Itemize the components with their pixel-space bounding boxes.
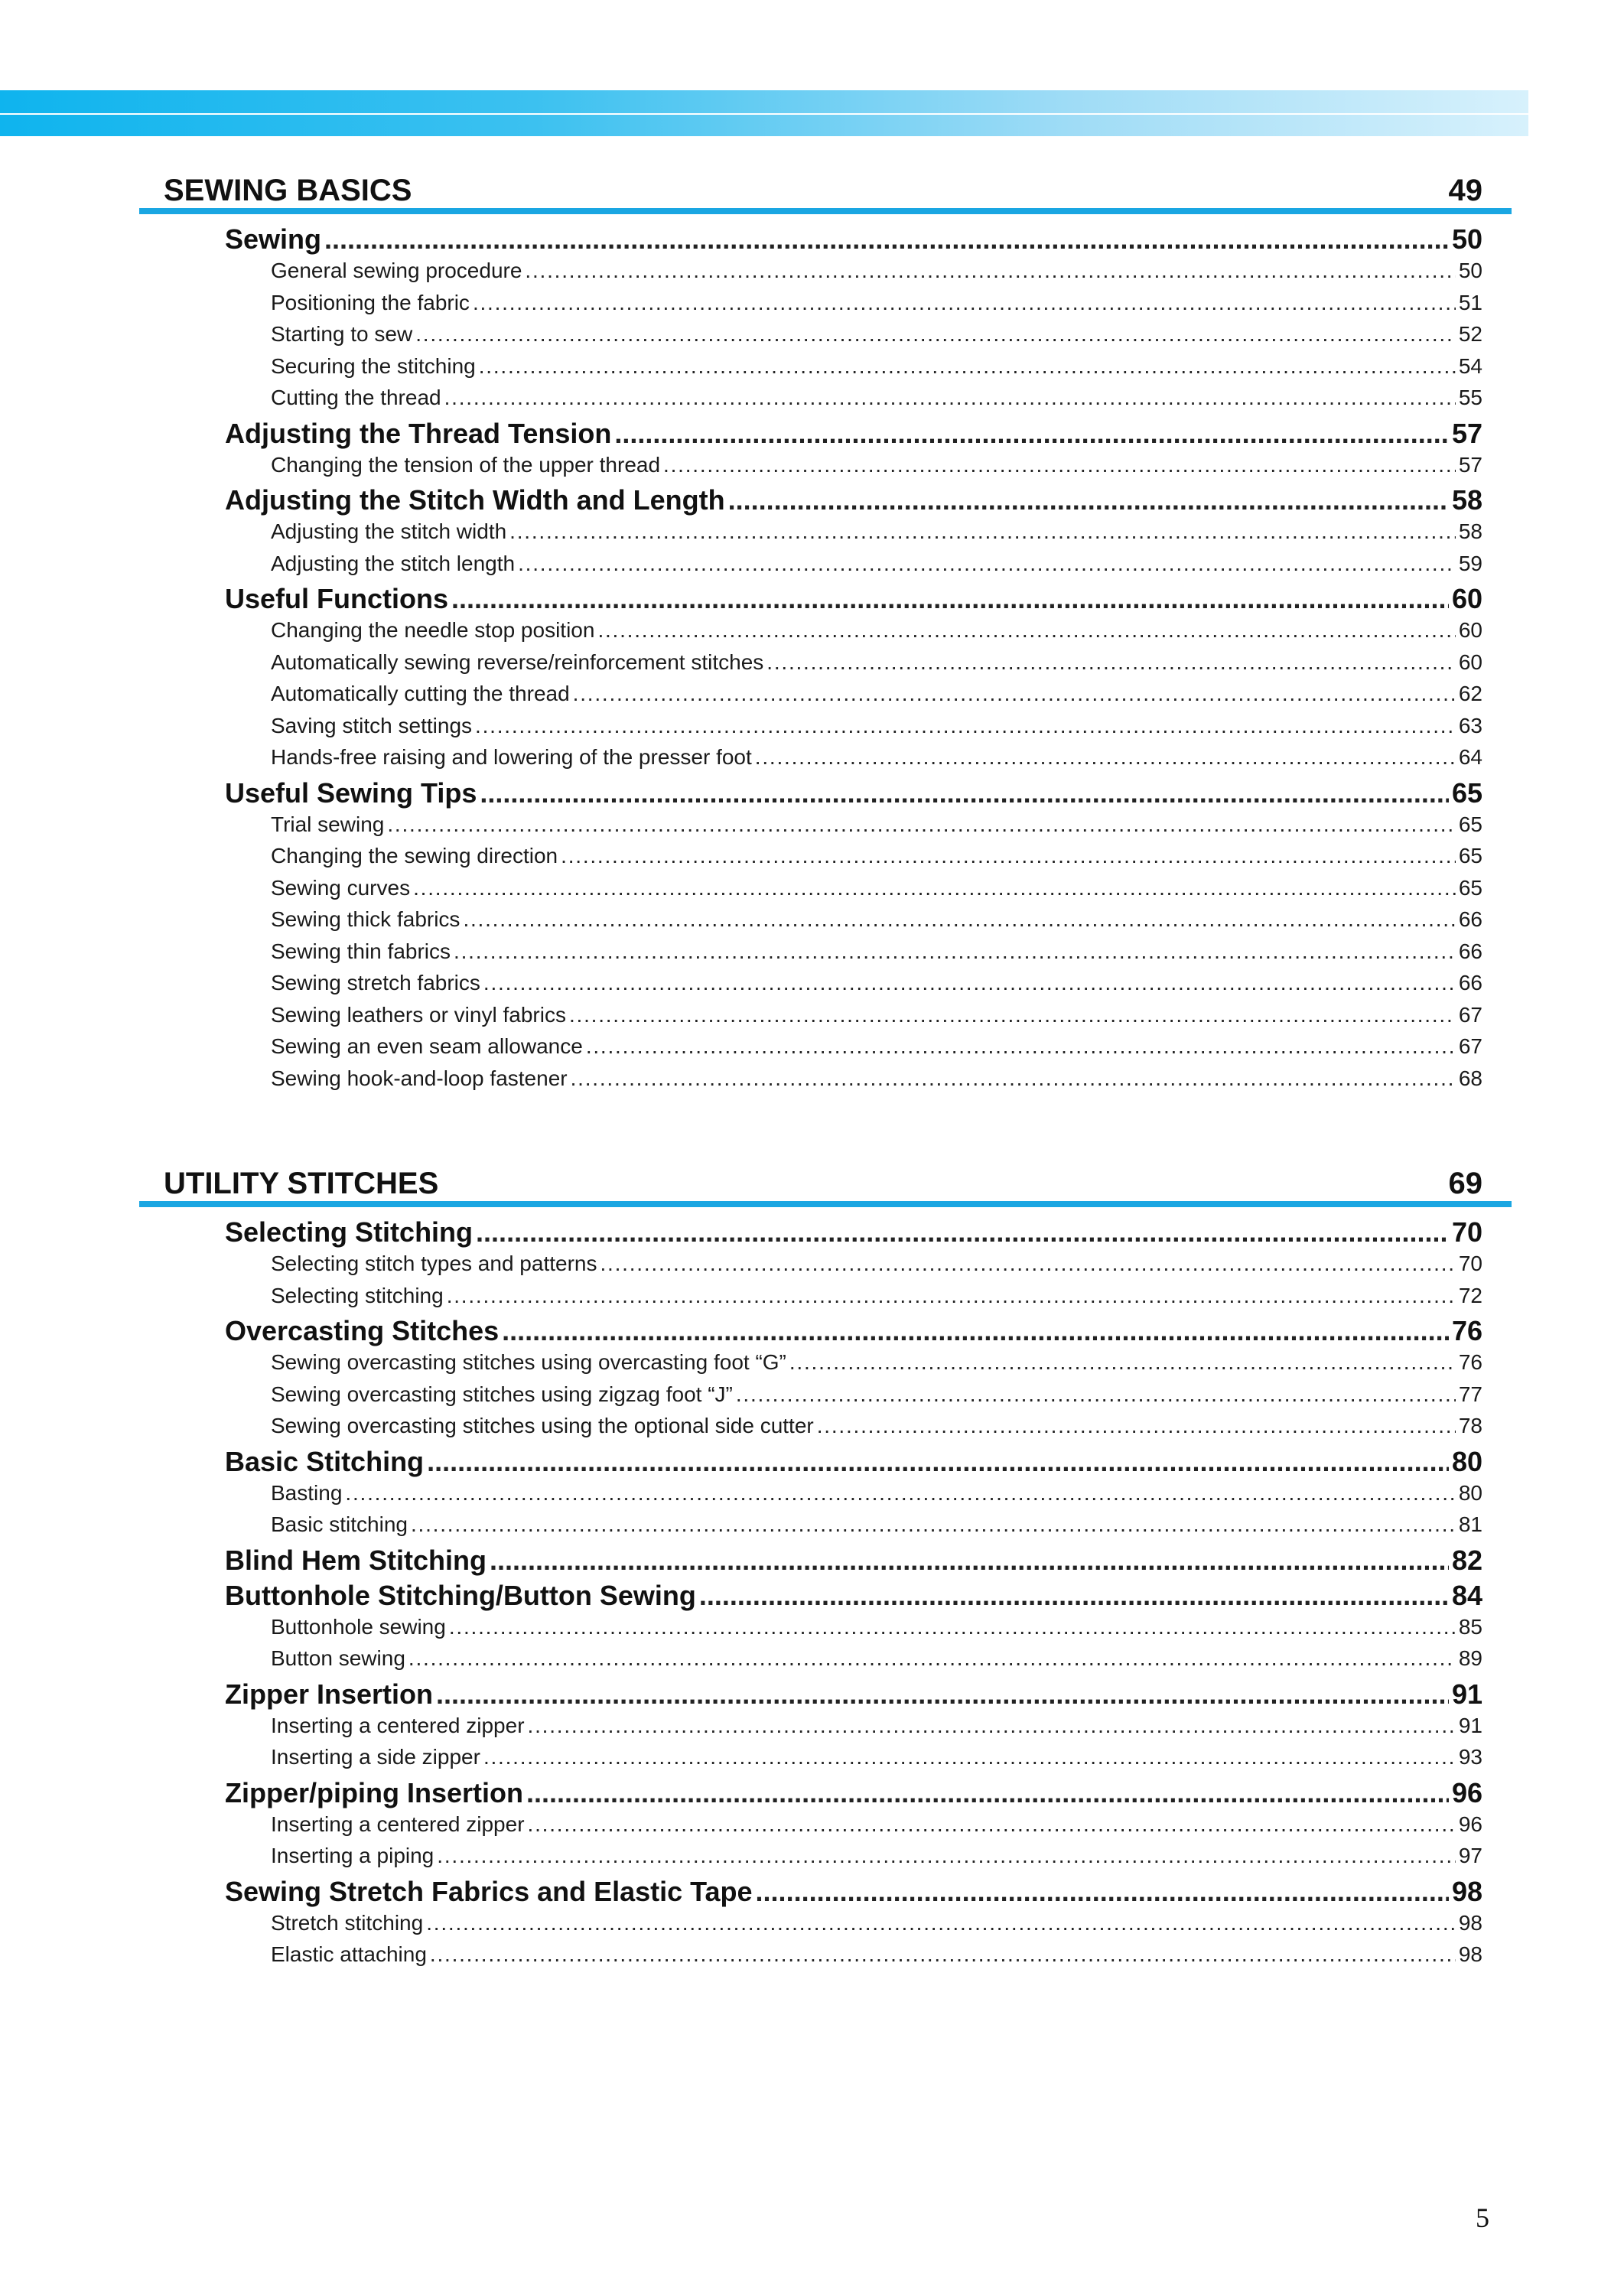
entry-page: 67 <box>1458 1002 1482 1027</box>
toc-entries <box>139 1216 1512 1974</box>
entry-page: 63 <box>1458 713 1482 737</box>
entry-label: Stretch stitching <box>271 1910 424 1935</box>
toc-topic-entry[interactable] <box>225 1350 1482 1382</box>
entry-page: 76 <box>1451 1315 1482 1346</box>
dot-leader <box>324 223 1449 256</box>
dot-leader <box>528 1714 1456 1738</box>
entry-page: 68 <box>1458 1066 1482 1090</box>
dot-leader <box>479 354 1456 379</box>
entry-label: Sewing hook-and-loop fastener <box>271 1066 568 1090</box>
entry-label: Basic stitching <box>271 1512 408 1536</box>
dot-leader <box>600 1252 1455 1276</box>
toc-topic-entry[interactable] <box>225 1942 1482 1974</box>
entry-label: Automatically sewing reverse/reinforcement stitches <box>271 649 764 674</box>
entry-page: 85 <box>1458 1614 1482 1639</box>
entry-label: Buttonhole Stitching/Button Sewing <box>225 1579 696 1611</box>
toc-topic-entry[interactable] <box>225 519 1482 552</box>
toc-chapter-entry[interactable] <box>225 484 1482 519</box>
entry-page: 77 <box>1458 1382 1482 1406</box>
entry-label: Changing the needle stop position <box>271 618 595 642</box>
dot-leader <box>728 484 1449 516</box>
dot-leader <box>766 650 1456 675</box>
entry-page: 59 <box>1458 551 1482 575</box>
entry-page: 60 <box>1458 649 1482 674</box>
entry-label: Trial sewing <box>271 812 385 836</box>
dot-leader <box>663 453 1456 477</box>
dot-leader <box>518 552 1456 576</box>
dot-leader <box>736 1382 1456 1407</box>
entry-page: 98 <box>1458 1910 1482 1935</box>
entry-page: 76 <box>1458 1350 1482 1374</box>
dot-leader <box>817 1414 1456 1438</box>
entry-label: Changing the sewing direction <box>271 844 558 868</box>
toc-chapter-entry[interactable] <box>225 1580 1482 1615</box>
entry-label: Automatically cutting the thread <box>271 682 570 705</box>
entry-label: Sewing overcasting stitches using overcasting foot “G” <box>271 1350 786 1374</box>
entry-label: Basting <box>271 1480 343 1505</box>
toc-chapter-entry[interactable] <box>225 418 1482 453</box>
entry-page: 70 <box>1458 1252 1482 1275</box>
entry-page: 72 <box>1458 1283 1482 1307</box>
toc-topic-entry[interactable] <box>225 939 1482 972</box>
toc-topic-entry[interactable] <box>225 322 1482 354</box>
entry-page: 60 <box>1451 583 1482 614</box>
entry-label: Blind Hem Stitching <box>225 1544 487 1576</box>
section-page: 49 <box>1448 174 1482 207</box>
dot-leader <box>573 682 1456 706</box>
entry-page: 82 <box>1451 1544 1482 1576</box>
toc-topic-entry[interactable] <box>225 876 1482 908</box>
entry-label: Saving stitch settings <box>271 713 473 737</box>
entry-page: 96 <box>1451 1776 1482 1808</box>
entry-page: 89 <box>1458 1646 1482 1670</box>
dot-leader <box>475 714 1456 738</box>
dot-leader <box>463 907 1455 932</box>
entry-page: 52 <box>1458 322 1482 346</box>
toc-chapter-entry[interactable] <box>225 583 1482 618</box>
toc-topic-entry[interactable] <box>225 745 1482 777</box>
dot-leader <box>387 812 1456 837</box>
entry-page: 62 <box>1458 682 1482 705</box>
entry-page: 57 <box>1458 452 1482 477</box>
dot-leader <box>789 1350 1456 1375</box>
entry-label: Changing the tension of the upper thread <box>271 452 661 477</box>
toc-topic-entry[interactable] <box>225 714 1482 746</box>
entry-page: 64 <box>1458 745 1482 769</box>
entry-label: Useful Sewing Tips <box>225 776 477 809</box>
entry-page: 91 <box>1451 1678 1482 1710</box>
entry-page: 70 <box>1451 1216 1482 1248</box>
entry-label: Sewing an even seam allowance <box>271 1034 583 1058</box>
dot-leader <box>525 259 1455 283</box>
header-color-band <box>0 90 1528 136</box>
dot-leader <box>483 971 1456 995</box>
section-heading[interactable] <box>139 1160 1512 1207</box>
entry-label: Sewing overcasting stitches using the optional side cutter <box>271 1414 814 1437</box>
dot-leader <box>415 322 1456 347</box>
dot-leader <box>490 1545 1449 1577</box>
entry-label: Starting to sew <box>271 322 413 346</box>
entry-page: 96 <box>1458 1812 1482 1836</box>
entry-label: Selecting Stitching <box>225 1216 474 1248</box>
entry-page: 81 <box>1458 1512 1482 1536</box>
toc-topic-entry[interactable] <box>225 650 1482 682</box>
entry-page: 93 <box>1458 1745 1482 1769</box>
entry-page: 50 <box>1458 259 1482 282</box>
entry-label: Selecting stitching <box>271 1283 444 1307</box>
entry-label: Sewing stretch fabrics <box>271 971 480 994</box>
dot-leader <box>345 1481 1455 1506</box>
entry-label: Sewing overcasting stitches using zigzag foot “J” <box>271 1382 733 1406</box>
entry-page: 80 <box>1458 1480 1482 1505</box>
entry-label: Sewing leathers or vinyl fabrics <box>271 1002 566 1027</box>
dot-leader <box>476 1216 1449 1248</box>
section-utility-stitches <box>139 1160 1512 1974</box>
entry-label: Button sewing <box>271 1646 405 1670</box>
dot-leader <box>451 583 1449 615</box>
toc-topic-entry[interactable] <box>225 1284 1482 1316</box>
entry-label: Sewing thick fabrics <box>271 907 461 931</box>
toc-topic-entry[interactable] <box>225 907 1482 939</box>
entry-page: 78 <box>1458 1414 1482 1437</box>
entry-page: 60 <box>1458 618 1482 642</box>
toc-chapter-entry[interactable] <box>225 1876 1482 1911</box>
toc-topic-entry[interactable] <box>225 552 1482 584</box>
toc-chapter-entry[interactable] <box>225 223 1482 259</box>
dot-leader <box>586 1034 1456 1059</box>
toc-topic-entry[interactable] <box>225 1745 1482 1777</box>
toc-topic-entry[interactable] <box>225 682 1482 714</box>
toc-topic-entry[interactable] <box>225 1512 1482 1545</box>
toc-topic-entry[interactable] <box>225 1714 1482 1746</box>
toc-topic-entry[interactable] <box>225 1911 1482 1943</box>
dot-leader <box>447 1284 1456 1308</box>
toc-topic-entry[interactable] <box>225 618 1482 650</box>
section-title: UTILITY STITCHES <box>164 1167 439 1200</box>
dot-leader <box>408 1646 1456 1671</box>
dot-leader <box>502 1315 1449 1347</box>
dot-leader <box>569 1003 1456 1027</box>
dot-leader <box>528 1812 1456 1837</box>
entry-label: Overcasting Stitches <box>225 1315 500 1346</box>
toc-topic-entry[interactable] <box>225 812 1482 845</box>
entry-page: 66 <box>1458 907 1482 931</box>
entry-page: 65 <box>1458 844 1482 868</box>
toc-entries <box>139 223 1512 1098</box>
entry-label: Positioning the fabric <box>271 290 470 314</box>
entry-page: 55 <box>1458 386 1482 409</box>
toc-topic-entry[interactable] <box>225 1844 1482 1876</box>
toc-topic-entry[interactable] <box>225 1481 1482 1513</box>
toc-chapter-entry[interactable] <box>225 1446 1482 1481</box>
entry-label: Adjusting the stitch length <box>271 551 516 575</box>
dot-leader <box>437 1844 1456 1868</box>
dot-leader <box>571 1066 1456 1091</box>
dot-leader <box>411 1512 1456 1537</box>
entry-label: Inserting a piping <box>271 1844 434 1867</box>
entry-label: Buttonhole sewing <box>271 1614 446 1639</box>
toc-chapter-entry[interactable] <box>225 1216 1482 1252</box>
entry-label: Elastic attaching <box>271 1942 427 1966</box>
dot-leader <box>483 1745 1456 1769</box>
dot-leader <box>413 876 1456 900</box>
toc-topic-entry[interactable] <box>225 259 1482 291</box>
toc-topic-entry[interactable] <box>225 1066 1482 1099</box>
dot-leader <box>444 386 1456 410</box>
entry-label: Inserting a side zipper <box>271 1745 480 1769</box>
entry-page: 65 <box>1458 812 1482 836</box>
entry-label: Sewing curves <box>271 875 411 900</box>
entry-label: Inserting a centered zipper <box>271 1812 525 1836</box>
entry-page: 98 <box>1458 1942 1482 1966</box>
toc-topic-entry[interactable] <box>225 291 1482 323</box>
entry-label: Sewing thin fabrics <box>271 939 451 963</box>
toc-topic-entry[interactable] <box>225 1646 1482 1678</box>
entry-label: Zipper Insertion <box>225 1678 434 1710</box>
dot-leader <box>614 418 1449 450</box>
entry-label: Basic Stitching <box>225 1445 425 1477</box>
entry-page: 50 <box>1451 223 1482 255</box>
section-page: 69 <box>1448 1167 1482 1200</box>
dot-leader <box>436 1678 1449 1711</box>
entry-page: 65 <box>1458 875 1482 900</box>
dot-leader <box>427 1446 1449 1478</box>
toc-topic-entry[interactable] <box>225 844 1482 876</box>
entry-page: 51 <box>1458 290 1482 314</box>
page-number: 5 <box>1476 2202 1489 2233</box>
entry-page: 58 <box>1451 484 1482 516</box>
entry-label: Useful Functions <box>225 583 449 614</box>
dot-leader <box>473 291 1456 315</box>
entry-page: 97 <box>1458 1844 1482 1867</box>
entry-label: Adjusting the stitch width <box>271 519 507 543</box>
entry-label: General sewing procedure <box>271 259 522 282</box>
dot-leader <box>526 1777 1449 1809</box>
toc-chapter-entry[interactable] <box>225 1315 1482 1350</box>
dot-leader <box>597 618 1455 643</box>
entry-label: Adjusting the Thread Tension <box>225 417 612 449</box>
entry-page: 66 <box>1458 939 1482 963</box>
toc-chapter-entry[interactable] <box>225 1777 1482 1812</box>
toc-topic-entry[interactable] <box>225 971 1482 1003</box>
entry-label: Selecting stitch types and patterns <box>271 1252 597 1275</box>
entry-page: 91 <box>1458 1713 1482 1737</box>
toc-topic-entry[interactable] <box>225 1382 1482 1414</box>
section-title: SEWING BASICS <box>164 174 412 207</box>
dot-leader <box>756 1876 1449 1908</box>
entry-label: Cutting the thread <box>271 386 441 409</box>
dot-leader <box>426 1911 1456 1935</box>
toc-chapter-entry[interactable] <box>225 777 1482 812</box>
toc-topic-entry[interactable] <box>225 1252 1482 1284</box>
dot-leader <box>454 939 1456 964</box>
entry-label: Sewing Stretch Fabrics and Elastic Tape <box>225 1875 753 1907</box>
dot-leader <box>699 1580 1449 1612</box>
entry-label: Inserting a centered zipper <box>271 1713 525 1737</box>
toc-chapter-entry[interactable] <box>225 1678 1482 1714</box>
entry-label: Sewing <box>225 223 322 255</box>
toc-topic-entry[interactable] <box>225 1003 1482 1035</box>
entry-page: 58 <box>1458 519 1482 543</box>
entry-page: 57 <box>1451 417 1482 449</box>
dot-leader <box>430 1942 1456 1967</box>
toc-topic-entry[interactable] <box>225 453 1482 485</box>
entry-page: 80 <box>1451 1445 1482 1477</box>
dot-leader <box>561 844 1456 868</box>
toc-topic-entry[interactable] <box>225 354 1482 386</box>
toc-topic-entry[interactable] <box>225 1812 1482 1844</box>
toc-chapter-entry[interactable] <box>225 1545 1482 1580</box>
entry-page: 65 <box>1451 776 1482 809</box>
toc-topic-entry[interactable] <box>225 1034 1482 1066</box>
dot-leader <box>480 777 1449 809</box>
entry-label: Adjusting the Stitch Width and Length <box>225 484 725 516</box>
toc-topic-entry[interactable] <box>225 1615 1482 1647</box>
section-sewing-basics <box>139 167 1512 1098</box>
section-heading[interactable] <box>139 167 1512 214</box>
entry-label: Securing the stitching <box>271 353 476 378</box>
entry-page: 84 <box>1451 1579 1482 1611</box>
entry-label: Zipper/piping Insertion <box>225 1776 523 1808</box>
entry-page: 66 <box>1458 971 1482 994</box>
entry-page: 67 <box>1458 1034 1482 1058</box>
dot-leader <box>755 745 1456 770</box>
dot-leader <box>509 519 1456 544</box>
entry-page: 54 <box>1458 353 1482 378</box>
toc-topic-entry[interactable] <box>225 1414 1482 1446</box>
dot-leader <box>449 1615 1456 1639</box>
entry-page: 98 <box>1451 1875 1482 1907</box>
toc-topic-entry[interactable] <box>225 386 1482 418</box>
entry-label: Hands-free raising and lowering of the presser foot <box>271 745 752 769</box>
